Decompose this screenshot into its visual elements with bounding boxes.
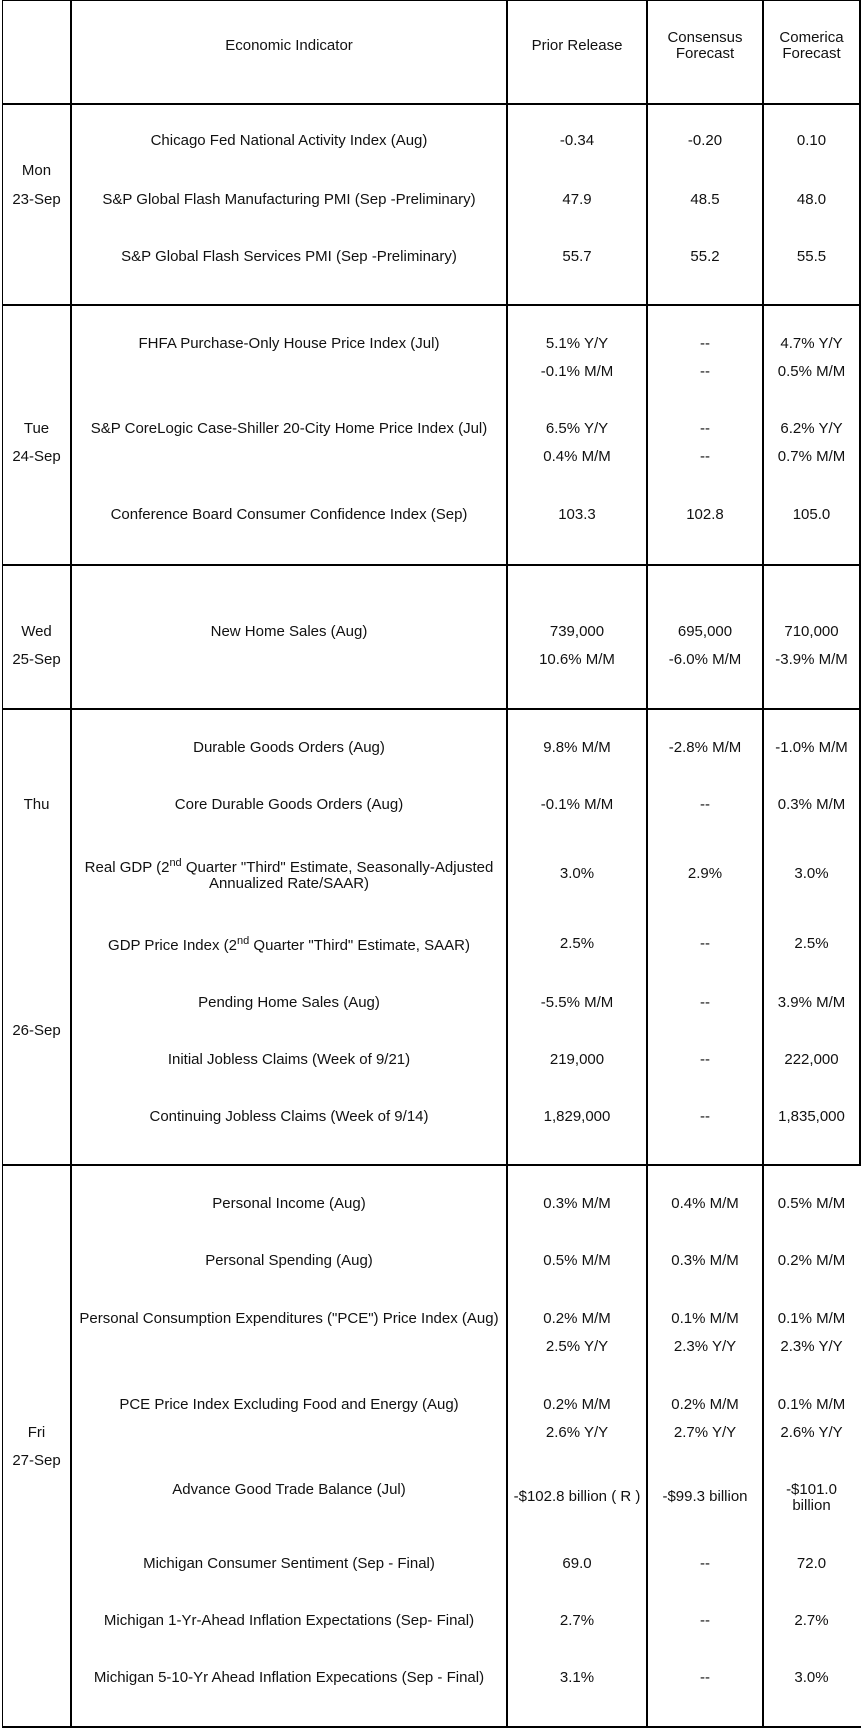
prior-core-pce-yy: 2.6% Y/Y [545, 1424, 609, 1441]
consensus-durable-goods: -2.8% M/M [668, 739, 742, 756]
table-border-right [859, 0, 861, 1166]
indicator-sp-svc-pmi: S&P Global Flash Services PMI (Sep -Preliminary) [121, 248, 457, 265]
indicator-case-shiller: S&P CoreLogic Case-Shiller 20-City Home Price Index (Jul) [90, 420, 488, 437]
indicator-durable-goods: Durable Goods Orders (Aug) [193, 739, 385, 756]
indicator-conf-board: Conference Board Consumer Confidence Index (Sep) [110, 506, 468, 523]
comerica-trade-balance: -$101.0 billion [786, 1481, 837, 1514]
consensus-gdp-price: -- [700, 935, 710, 952]
consensus-michigan-sentiment: -- [700, 1555, 710, 1572]
prior-case-shiller-mm: 0.4% M/M [543, 448, 611, 465]
consensus-case-shiller-mm: -- [700, 448, 710, 465]
comerica-personal-spending: 0.2% M/M [777, 1252, 846, 1269]
comerica-michigan-5yr: 3.0% [794, 1669, 829, 1686]
indicator-michigan-5yr: Michigan 5-10-Yr Ahead Inflation Expecations (Sep - Final) [93, 1669, 485, 1686]
prior-sp-mfg-pmi: 47.9 [562, 191, 592, 208]
indicator-fhfa: FHFA Purchase-Only House Price Index (Jul) [138, 335, 440, 352]
consensus-core-pce-mm: 0.2% M/M [671, 1396, 739, 1413]
indicator-continuing-claims: Continuing Jobless Claims (Week of 9/14) [149, 1108, 429, 1125]
indicator-personal-income: Personal Income (Aug) [212, 1195, 366, 1212]
table-border-bottom [2, 1726, 861, 1728]
comerica-core-pce-mm: 0.1% M/M [777, 1396, 846, 1413]
consensus-real-gdp: 2.9% [687, 865, 723, 882]
comerica-continuing-claims: 1,835,000 [778, 1108, 845, 1125]
consensus-new-home-sales-mm: -6.0% M/M [668, 651, 742, 668]
header-consensus-forecast: Consensus Forecast [667, 29, 743, 62]
consensus-continuing-claims: -- [700, 1108, 710, 1125]
consensus-chicago-fed: -0.20 [687, 132, 723, 149]
comerica-sp-mfg-pmi: 48.0 [796, 191, 827, 208]
indicator-real-gdp: Real GDP (2nd Quarter "Third" Estimate, Seasonally-Adjusted Annualized Rate/SAAR) [84, 857, 494, 892]
indicator-pce: Personal Consumption Expenditures ("PCE") Price Index (Aug) [79, 1310, 499, 1327]
thu-divider [2, 1164, 861, 1166]
comerica-personal-income: 0.5% M/M [777, 1195, 846, 1212]
date-label-tue: 24-Sep [12, 448, 61, 465]
prior-core-durable: -0.1% M/M [540, 796, 614, 813]
indicator-sp-mfg-pmi: S&P Global Flash Manufacturing PMI (Sep -Preliminary) [102, 191, 476, 208]
prior-michigan-5yr: 3.1% [559, 1669, 595, 1686]
header-prior-release: Prior Release [531, 37, 623, 54]
consensus-core-pce-yy: 2.7% Y/Y [673, 1424, 737, 1441]
prior-pending-home: -5.5% M/M [540, 994, 614, 1011]
consensus-conf-board: 102.8 [686, 506, 724, 523]
prior-fhfa-mm: -0.1% M/M [540, 363, 614, 380]
comerica-sp-svc-pmi: 55.5 [796, 248, 827, 265]
day-label-wed: Wed [21, 623, 52, 640]
indicator-michigan-sentiment: Michigan Consumer Sentiment (Sep - Final) [143, 1555, 435, 1572]
consensus-sp-mfg-pmi: 48.5 [690, 191, 720, 208]
consensus-core-durable: -- [700, 796, 710, 813]
table-border-top [2, 0, 861, 1]
indicator-gdp-price: GDP Price Index (2nd Quarter "Third" Estimate, SAAR) [108, 935, 470, 954]
prior-case-shiller-yy: 6.5% Y/Y [545, 420, 609, 437]
header-economic-indicator: Economic Indicator [225, 37, 353, 54]
prior-durable-goods: 9.8% M/M [543, 739, 611, 756]
prior-real-gdp: 3.0% [559, 865, 595, 882]
prior-gdp-price: 2.5% [559, 935, 595, 952]
comerica-pending-home: 3.9% M/M [777, 994, 846, 1011]
consensus-fhfa-mm: -- [700, 363, 710, 380]
prior-trade-balance: -$102.8 billion ( R ) [513, 1488, 641, 1505]
day-label-fri: Fri [27, 1424, 46, 1441]
consensus-new-home-sales-level: 695,000 [677, 623, 733, 640]
comerica-fhfa-yy: 4.7% Y/Y [780, 335, 843, 352]
date-label-fri: 27-Sep [12, 1452, 61, 1469]
comerica-new-home-sales-mm: -3.9% M/M [775, 651, 848, 668]
prior-continuing-claims: 1,829,000 [543, 1108, 611, 1125]
comerica-core-pce-yy: 2.6% Y/Y [780, 1424, 843, 1441]
comerica-initial-claims: 222,000 [784, 1051, 839, 1068]
comerica-michigan-sentiment: 72.0 [796, 1555, 827, 1572]
indicator-initial-claims: Initial Jobless Claims (Week of 9/21) [167, 1051, 411, 1068]
consensus-personal-spending: 0.3% M/M [671, 1252, 739, 1269]
consensus-initial-claims: -- [700, 1051, 710, 1068]
prior-chicago-fed: -0.34 [559, 132, 595, 149]
wed-divider [2, 708, 861, 710]
comerica-pce-mm: 0.1% M/M [777, 1310, 846, 1327]
comerica-core-durable: 0.3% M/M [777, 796, 846, 813]
comerica-conf-board: 105.0 [792, 506, 831, 523]
prior-michigan-sentiment: 69.0 [562, 1555, 592, 1572]
indicator-core-durable: Core Durable Goods Orders (Aug) [174, 796, 404, 813]
consensus-pce-mm: 0.1% M/M [671, 1310, 739, 1327]
consensus-case-shiller-yy: -- [700, 420, 710, 437]
consensus-sp-svc-pmi: 55.2 [690, 248, 720, 265]
consensus-michigan-1yr: -- [700, 1612, 710, 1629]
prior-personal-spending: 0.5% M/M [543, 1252, 611, 1269]
consensus-personal-income: 0.4% M/M [671, 1195, 739, 1212]
prior-conf-board: 103.3 [558, 506, 596, 523]
indicator-chicago-fed: Chicago Fed National Activity Index (Aug) [150, 132, 428, 149]
comerica-case-shiller-yy: 6.2% Y/Y [780, 420, 843, 437]
prior-initial-claims: 219,000 [549, 1051, 605, 1068]
comerica-pce-yy: 2.3% Y/Y [780, 1338, 843, 1355]
indicator-pending-home: Pending Home Sales (Aug) [198, 994, 380, 1011]
indicator-trade-balance: Advance Good Trade Balance (Jul) [172, 1481, 406, 1498]
consensus-pending-home: -- [700, 994, 710, 1011]
date-label-mon: 23-Sep [12, 191, 61, 208]
date-label-thu: 26-Sep [12, 1022, 61, 1039]
comerica-real-gdp: 3.0% [794, 865, 829, 882]
comerica-new-home-sales-level: 710,000 [784, 623, 839, 640]
tue-divider [2, 564, 861, 566]
prior-fhfa-yy: 5.1% Y/Y [545, 335, 609, 352]
comerica-fhfa-mm: 0.5% M/M [777, 363, 846, 380]
header-comerica-forecast: Comerica Forecast [779, 29, 844, 62]
date-label-wed: 25-Sep [12, 651, 61, 668]
consensus-pce-yy: 2.3% Y/Y [673, 1338, 737, 1355]
comerica-gdp-price: 2.5% [794, 935, 829, 952]
prior-michigan-1yr: 2.7% [559, 1612, 595, 1629]
prior-sp-svc-pmi: 55.7 [562, 248, 592, 265]
indicator-core-pce: PCE Price Index Excluding Food and Energy (Aug) [119, 1396, 459, 1413]
comerica-michigan-1yr: 2.7% [794, 1612, 829, 1629]
comerica-chicago-fed: 0.10 [796, 132, 827, 149]
day-label-tue: Tue [23, 420, 50, 437]
header-divider [2, 103, 861, 105]
prior-pce-mm: 0.2% M/M [543, 1310, 611, 1327]
prior-pce-yy: 2.5% Y/Y [545, 1338, 609, 1355]
indicator-new-home-sales: New Home Sales (Aug) [210, 623, 368, 640]
prior-personal-income: 0.3% M/M [543, 1195, 611, 1212]
prior-new-home-sales-level: 739,000 [549, 623, 605, 640]
indicator-personal-spending: Personal Spending (Aug) [205, 1252, 373, 1269]
prior-core-pce-mm: 0.2% M/M [543, 1396, 611, 1413]
comerica-case-shiller-mm: 0.7% M/M [777, 448, 846, 465]
indicator-michigan-1yr: Michigan 1-Yr-Ahead Inflation Expectations (Sep- Final) [103, 1612, 475, 1629]
prior-new-home-sales-mm: 10.6% M/M [539, 651, 615, 668]
consensus-trade-balance: -$99.3 billion [662, 1488, 748, 1505]
comerica-durable-goods: -1.0% M/M [775, 739, 848, 756]
day-label-thu: Thu [23, 796, 50, 813]
consensus-michigan-5yr: -- [700, 1669, 710, 1686]
consensus-fhfa-yy: -- [700, 335, 710, 352]
day-label-mon: Mon [21, 162, 52, 179]
mon-divider [2, 304, 861, 306]
